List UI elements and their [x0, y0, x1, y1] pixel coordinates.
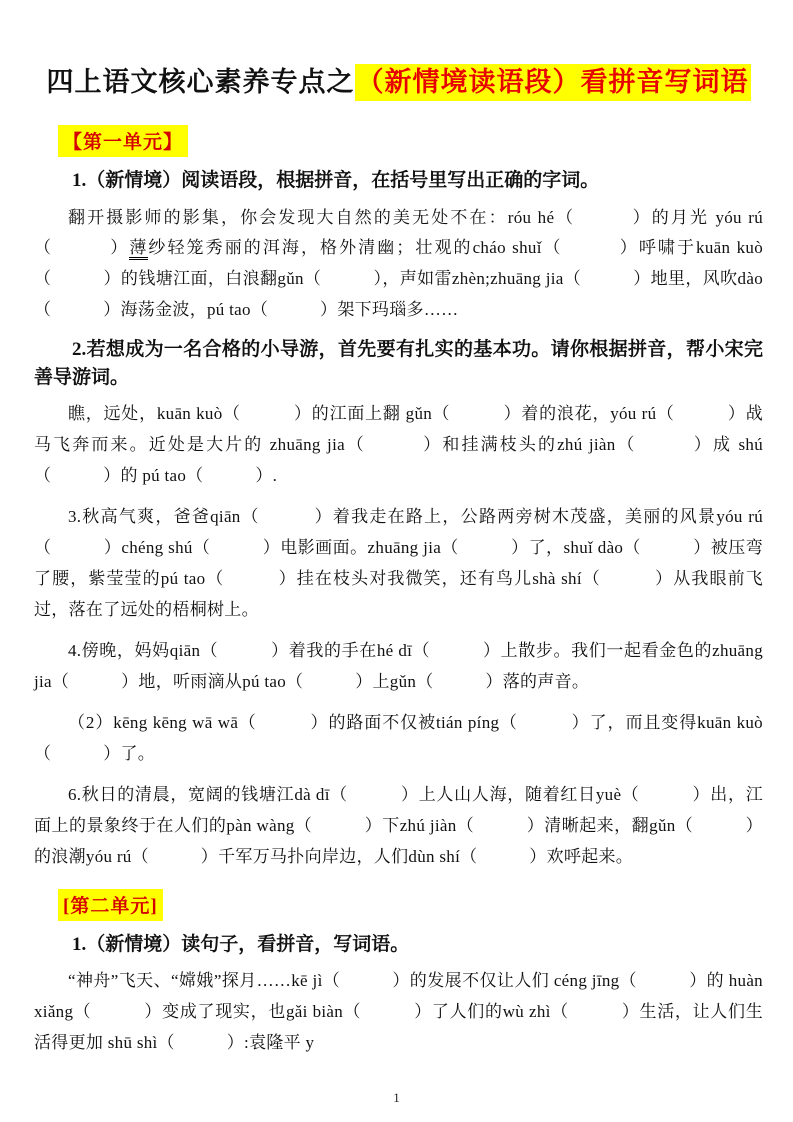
section1-item4-passage: 4.傍晚，妈妈qiān（ ）着我的手在hé dī（ ）上散步。我们一起看金色的zhuāng jia（ ）地，听雨滴从pú tao（ ）上gǔn（ ）落的声音。 [34, 640, 763, 691]
passage1-underlined-char: 薄 [129, 238, 148, 260]
section1-item6-passage: 6.秋日的清晨，宽阔的钱塘江dà dī（ ）上人山人海，随着红日yuè（ ）出，江面上的景象终于在人们的pàn wàng（ ）下zhú jiàn（ ）清晰起来，翻gǔn（ ）的浪潮yóu rú（ ）千军万马扑向岸边，人们dùn shí（ ）欢呼起来。 [34, 784, 763, 866]
section1-item3-passage: 3.秋高气爽，爸爸qiān（ ）着我走在路上，公路两旁树木茂盛，美丽的风景yóu rú（ ）chéng shú（ ）电影画面。zhuāng jia（ ）了，shuǐ dào（ ）被压弯了腰，紫莹莹的pú tao（ ）挂在枝头对我微笑，还有鸟儿shà shí（ ）从我眼前飞过，落在了远处的梧桐树上。 [34, 507, 763, 620]
page-title-highlight: （新情境读语段）看拼音写词语 [355, 64, 751, 101]
page-title [34, 60, 763, 99]
section2-header-label: [第二单元] [58, 889, 163, 921]
page-number: 1 [393, 1090, 400, 1105]
page-title-plain: 四上语文核心素养专点之 [46, 67, 355, 97]
section1-exercise1-passage [34, 203, 763, 327]
section1-exercise2-instruction: 2.若想成为一名合格的小导游，首先要有扎实的基本功。请你根据拼音，帮小宋完善导游词。 [34, 339, 763, 388]
section2-exercise1-instruction: 1.（新情境）读句子，看拼音，写词语。 [72, 933, 410, 955]
section2-passage: “神舟”飞天、“嫦娥”探月……kē jì（ ）的发展不仅让人们 céng jīng（ ）的 huàn xiǎng（ ）变成了现实，也gǎi biàn（ ）了人们的wù zhì（ ）生活，让人们生活得更加 shū shì（ ）:袁隆平 y [34, 971, 763, 1052]
passage1-segment-before: 翻开摄影师的影集，你会发现大自然的美无处不在：róu hé（ ）的月光 yóu rú（ ） [34, 207, 763, 258]
section1-item5-passage: （2）kēng kēng wā wā（ ）的路面不仅被tián píng（ ）了，而且变得kuān kuò（ ）了。 [34, 712, 763, 763]
passage1-segment-after: 纱轻笼秀丽的洱海，格外清幽；壮观的cháo shuǐ（ ）呼啸于kuān kuò（ ）的钱塘江面，白浪翻gǔn（ ），声如雷zhèn;zhuāng jia（ ）地里，风吹dào（ ）海荡金波，pú tao（ ）架下玛瑙多…… [34, 238, 763, 320]
section1-header-label: 【第一单元】 [58, 125, 188, 157]
section2-header [58, 889, 763, 921]
section1-exercise2-passage: 瞧，远处，kuān kuò（ ）的江面上翻 gǔn（ ）着的浪花，yóu rú（ ）战马飞奔而来。近处是大片的 zhuāng jia（ ）和挂满枝头的zhú jiàn（ ）成 shú（ ）的 pú tao（ ）. [34, 404, 763, 486]
section1-header [58, 125, 763, 157]
section1-exercise1-instruction: 1.（新情境）阅读语段，根据拼音，在括号里写出正确的字词。 [72, 170, 600, 191]
